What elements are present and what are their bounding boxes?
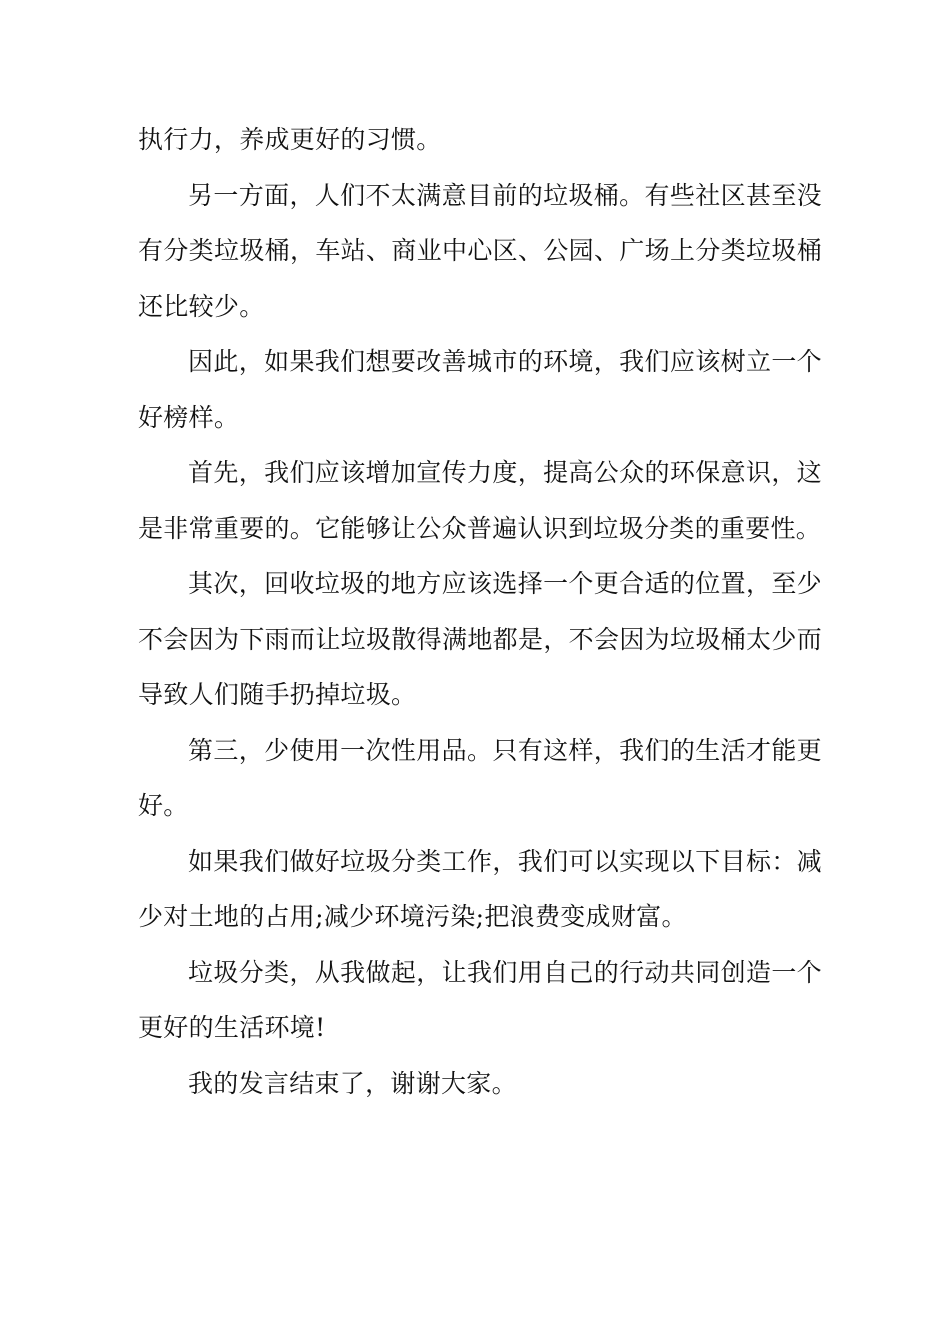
paragraph-call-to-action: 垃圾分类，从我做起，让我们用自己的行动共同创造一个更好的生活环境! (138, 957, 822, 1042)
paragraph-third-disposables: 第三，少使用一次性用品。只有这样，我们的生活才能更好。 (138, 735, 822, 820)
document-page (138, 112, 822, 1111)
paragraph-continuation: 执行力，养成更好的习惯。 (138, 125, 442, 154)
paragraph-good-example: 因此，如果我们想要改善城市的环境，我们应该树立一个好榜样。 (138, 347, 822, 432)
paragraph-second-location: 其次，回收垃圾的地方应该选择一个更合适的位置，至少不会因为下雨而让垃圾散得满地都是，不会因为垃圾桶太少而导致人们随手扔掉垃圾。 (138, 569, 822, 709)
paragraph-first-publicity: 首先，我们应该增加宣传力度，提高公众的环保意识，这是非常重要的。它能够让公众普遍认识到垃圾分类的重要性。 (138, 458, 822, 543)
paragraph-trash-bins: 另一方面，人们不太满意目前的垃圾桶。有些社区甚至没有分类垃圾桶，车站、商业中心区、公园、广场上分类垃圾桶还比较少。 (138, 180, 822, 321)
paragraph-closing: 我的发言结束了，谢谢大家。 (188, 1068, 517, 1098)
paragraph-goals: 如果我们做好垃圾分类工作，我们可以实现以下目标：减少对土地的占用;减少环境污染;把浪费变成财富。 (138, 846, 822, 931)
